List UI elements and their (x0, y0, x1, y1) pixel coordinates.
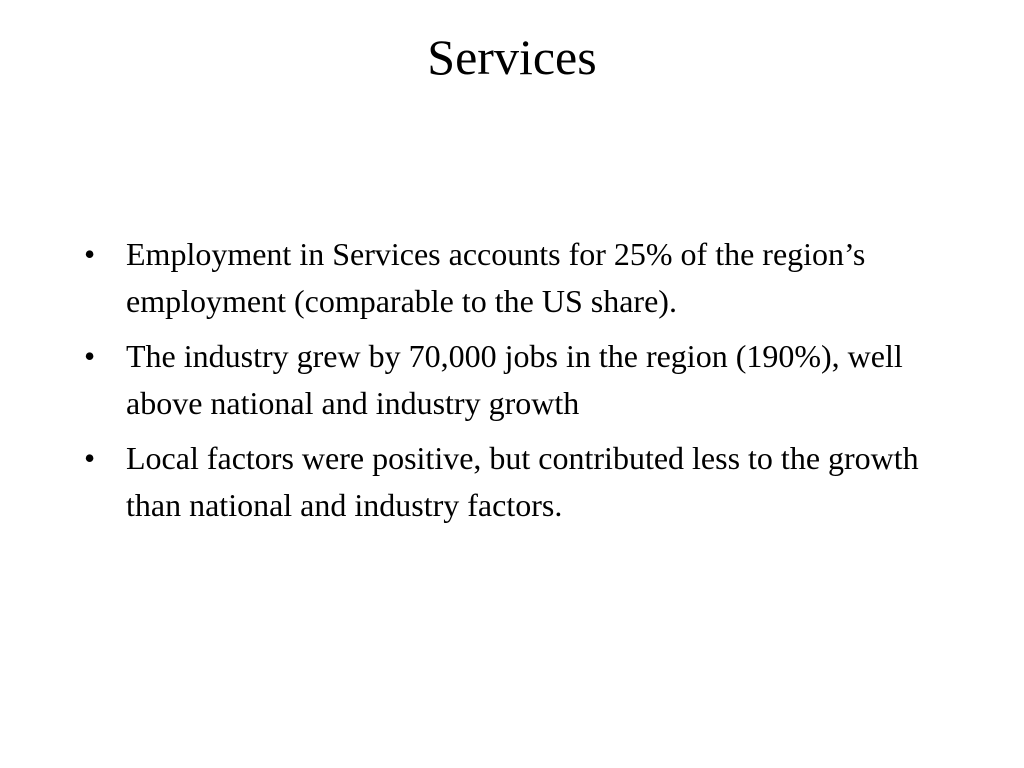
bullet-text: Local factors were positive, but contributed less to the growth than national and industry factors. (126, 440, 919, 523)
bullet-item (84, 333, 944, 427)
bullet-marker: • (84, 440, 96, 476)
bullet-text: Employment in Services accounts for 25% of the region’s employment (comparable to the US share). (126, 236, 866, 319)
bullet-text: The industry grew by 70,000 jobs in the region (190%), well above national and industry growth (126, 338, 903, 421)
bullet-item (84, 231, 944, 325)
slide-title: Services (427, 29, 597, 85)
bullet-marker: • (84, 236, 96, 272)
bullet-marker: • (84, 338, 96, 374)
bullet-item (84, 435, 944, 529)
bullet-list (84, 231, 944, 537)
